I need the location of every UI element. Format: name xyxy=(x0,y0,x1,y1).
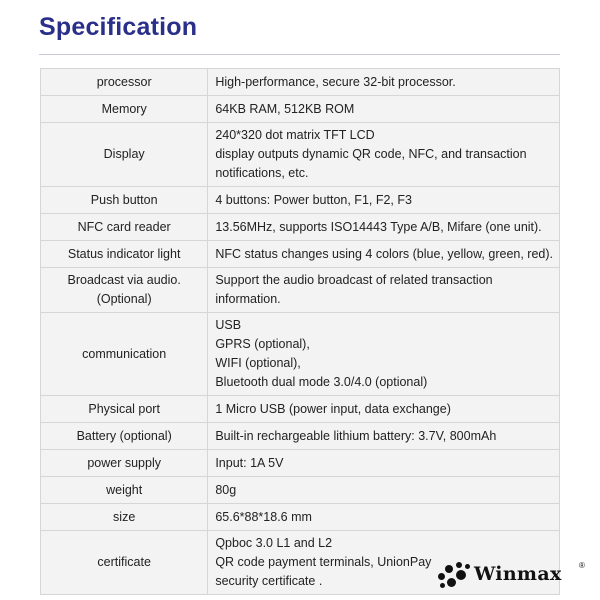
table-row xyxy=(41,504,560,531)
table-row xyxy=(41,477,560,504)
spec-value-line: QR code payment terminals, UnionPay xyxy=(215,555,432,569)
table-row xyxy=(41,123,560,187)
specification-table xyxy=(40,68,560,595)
table-row xyxy=(41,423,560,450)
spec-value xyxy=(208,396,560,423)
spec-key: Display xyxy=(41,123,208,187)
spec-value-line: 80g xyxy=(215,482,237,497)
title-divider xyxy=(39,54,560,55)
table-row xyxy=(41,450,560,477)
spec-value xyxy=(208,187,560,214)
registered-mark: ® xyxy=(579,561,585,570)
spec-value-line: 65.6*88*18.6 mm xyxy=(215,509,312,524)
spec-key xyxy=(41,268,208,313)
spec-value-line: display outputs dynamic QR code, NFC, and transaction xyxy=(215,147,527,161)
spec-value-line: NFC status changes using 4 colors (blue, yellow, green, red). xyxy=(215,246,553,261)
spec-key: processor xyxy=(41,69,208,96)
spec-value-line: 64KB RAM, 512KB ROM xyxy=(215,101,355,116)
spec-value-line: 13.56MHz, supports ISO14443 Type A/B, Mifare (one unit). xyxy=(215,219,542,234)
spec-value-line: 240*320 dot matrix TFT LCD xyxy=(215,128,375,142)
spec-key: Physical port xyxy=(41,396,208,423)
table-row xyxy=(41,396,560,423)
spec-key: Push button xyxy=(41,187,208,214)
table-row xyxy=(41,214,560,241)
spec-key: size xyxy=(41,504,208,531)
spec-value xyxy=(208,268,560,313)
spec-value-line: WIFI (optional), xyxy=(215,356,301,370)
spec-key: Battery (optional) xyxy=(41,423,208,450)
spec-value-line: 1 Micro USB (power input, data exchange) xyxy=(215,401,451,416)
spec-value xyxy=(208,504,560,531)
table-row xyxy=(41,241,560,268)
spec-value xyxy=(208,450,560,477)
page-title: Specification xyxy=(39,13,198,41)
spec-value xyxy=(208,69,560,96)
spec-value-line: Built-in rechargeable lithium battery: 3.7V, 800mAh xyxy=(215,428,497,443)
logo-wordmark: Winmax xyxy=(474,563,562,585)
spec-value-line: USB xyxy=(215,318,242,332)
spec-value xyxy=(208,423,560,450)
spec-value xyxy=(208,241,560,268)
spec-key: Memory xyxy=(41,96,208,123)
table-row xyxy=(41,313,560,396)
spec-value-line: High-performance, secure 32-bit processor. xyxy=(215,74,456,89)
spec-key: power supply xyxy=(41,450,208,477)
spec-value-line: notifications, etc. xyxy=(215,166,309,180)
spec-value xyxy=(208,477,560,504)
spec-value xyxy=(208,123,560,187)
spec-value xyxy=(208,313,560,396)
spec-key-line: (Optional) xyxy=(96,292,152,306)
spec-value-line: Qpboc 3.0 L1 and L2 xyxy=(215,536,333,550)
spec-key: certificate xyxy=(41,531,208,595)
spec-value xyxy=(208,214,560,241)
spec-value-line: 4 buttons: Power button, F1, F2, F3 xyxy=(215,192,412,207)
spec-value-line: Input: 1A 5V xyxy=(215,455,284,470)
table-row xyxy=(41,69,560,96)
spec-value-line: information. xyxy=(215,292,281,306)
table-row xyxy=(41,268,560,313)
spec-value-line: Bluetooth dual mode 3.0/4.0 (optional) xyxy=(215,375,428,389)
brand-logo xyxy=(438,561,588,591)
logo-dots-icon xyxy=(438,561,474,591)
table-row xyxy=(41,187,560,214)
table-row xyxy=(41,96,560,123)
spec-value-line: GPRS (optional), xyxy=(215,337,310,351)
spec-key: Status indicator light xyxy=(41,241,208,268)
spec-key: communication xyxy=(41,313,208,396)
spec-value xyxy=(208,96,560,123)
spec-key: NFC card reader xyxy=(41,214,208,241)
spec-key-line: Broadcast via audio. xyxy=(67,273,181,287)
spec-key: weight xyxy=(41,477,208,504)
spec-value-line: security certificate . xyxy=(215,574,323,588)
spec-value-line: Support the audio broadcast of related transaction xyxy=(215,273,493,287)
